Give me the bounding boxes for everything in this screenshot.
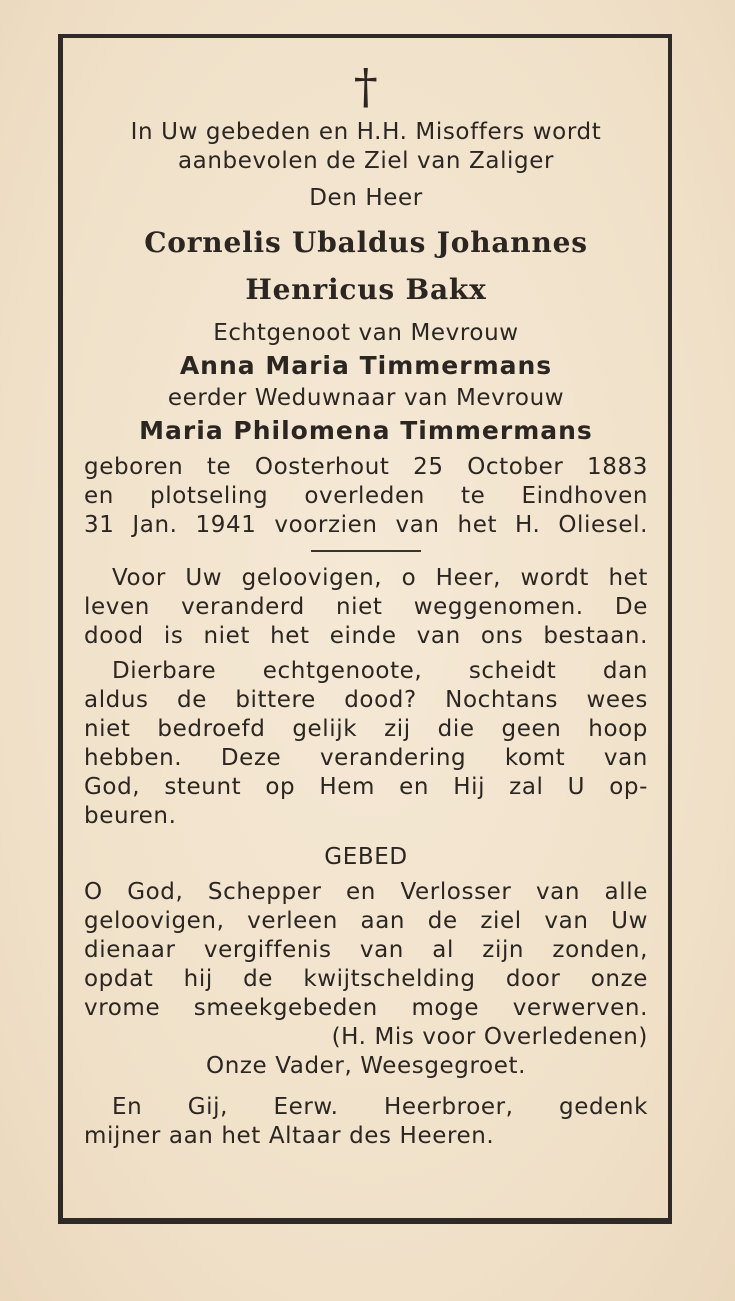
prayer-source: (H. Mis voor Overledenen) bbox=[331, 1024, 648, 1050]
closing-line: En Gij, Eerw. Heerbroer, gedenk bbox=[112, 1094, 648, 1120]
intro-line: aanbevolen de Ziel van Zaliger bbox=[177, 148, 555, 174]
verse-line: Dierbare echtgenoote, scheidt dan bbox=[112, 658, 648, 684]
prayer-line: opdat hij de kwijtschelding door onze bbox=[84, 966, 648, 992]
prayer-line: geloovigen, verleen aan de ziel van Uw bbox=[84, 908, 648, 934]
closing-request bbox=[84, 1093, 648, 1151]
verse-line: niet bedroefd gelijk zij die geen hoop bbox=[84, 716, 648, 742]
cross-icon: † bbox=[353, 59, 379, 115]
divider bbox=[311, 550, 421, 552]
verse-line: dood is niet het einde van ons bestaan. bbox=[84, 623, 648, 649]
former-spouse-name: Maria Philomena Timmermans bbox=[139, 416, 593, 445]
verse-line: hebben. Deze verandering komt van bbox=[84, 745, 648, 771]
deceased-name-line: Henricus Bakx bbox=[245, 273, 487, 306]
verse-line: God, steunt op Hem en Hij zal U op- bbox=[84, 774, 648, 800]
birth-death-details bbox=[84, 453, 648, 540]
verse-line: beuren. bbox=[84, 803, 177, 829]
intro-line: In Uw gebeden en H.H. Misoffers wordt bbox=[130, 119, 602, 145]
former-spouse-intro: eerder Weduwnaar van Mevrouw bbox=[167, 385, 565, 411]
verse-two bbox=[84, 657, 648, 831]
verse-one bbox=[84, 564, 648, 651]
closing-line: mijner aan het Altaar des Heeren. bbox=[84, 1123, 495, 1149]
prayer-heading: GEBED bbox=[324, 844, 408, 870]
prayers-closing: Onze Vader, Weesgegroet. bbox=[205, 1053, 526, 1079]
verse-line: aldus de bittere dood? Nochtans wees bbox=[84, 687, 648, 713]
title-den-heer: Den Heer bbox=[309, 185, 423, 211]
spouse-intro: Echtgenoot van Mevrouw bbox=[213, 320, 519, 346]
spouse-name: Anna Maria Timmermans bbox=[179, 351, 553, 380]
intro-text bbox=[84, 118, 648, 176]
birth-death-line: 31 Jan. 1941 voorzien van het H. Oliesel. bbox=[84, 512, 648, 538]
prayer-text bbox=[84, 878, 648, 1023]
deceased-name-line: Cornelis Ubaldus Johannes bbox=[144, 226, 588, 259]
prayer-line: dienaar vergiffenis van al zijn zonden, bbox=[84, 937, 648, 963]
birth-death-line: geboren te Oosterhout 25 October 1883 bbox=[84, 454, 648, 480]
verse-line: leven veranderd niet weggenomen. De bbox=[84, 594, 648, 620]
prayer-line: O God, Schepper en Verlosser van alle bbox=[84, 879, 648, 905]
birth-death-line: en plotseling overleden te Eindhoven bbox=[84, 483, 648, 509]
verse-line: Voor Uw geloovigen, o Heer, wordt het bbox=[112, 565, 648, 591]
prayer-line: vrome smeekgebeden moge verwerven. bbox=[84, 995, 648, 1021]
deceased-name bbox=[84, 219, 648, 313]
card-content bbox=[84, 58, 648, 1151]
